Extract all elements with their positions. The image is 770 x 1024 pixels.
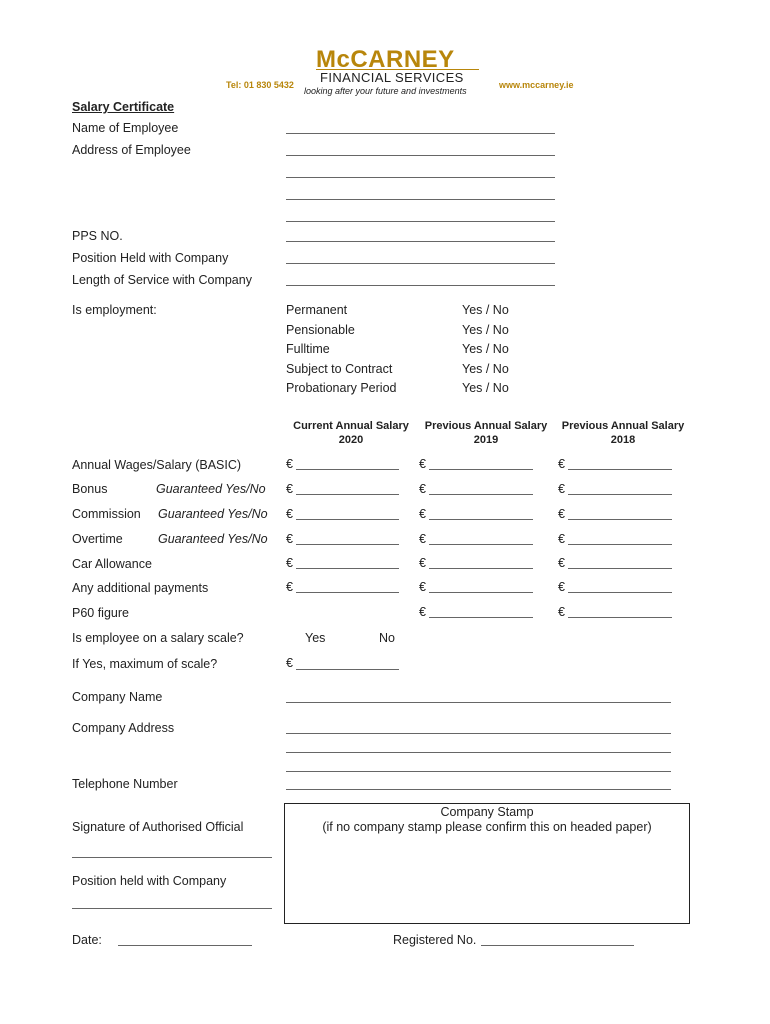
currency-symbol: € — [558, 532, 565, 546]
company-address-field-2[interactable] — [286, 752, 671, 753]
position-field[interactable] — [286, 263, 555, 264]
currency-symbol: € — [286, 532, 293, 546]
currency-symbol: € — [286, 556, 293, 570]
pps-field[interactable] — [286, 241, 555, 242]
overtime-field-2020[interactable] — [296, 544, 399, 545]
currency-symbol: € — [419, 532, 426, 546]
company-name-field[interactable] — [286, 702, 671, 703]
commission-field-2020[interactable] — [296, 519, 399, 520]
form-title: Salary Certificate — [72, 100, 175, 114]
additional-field-2018[interactable] — [568, 592, 672, 593]
address-label: Address of Employee — [72, 143, 191, 157]
column-header-title: Previous Annual Salary — [424, 420, 548, 432]
currency-symbol: € — [286, 507, 293, 521]
salary-field-2019[interactable] — [429, 469, 533, 470]
position-held-field[interactable] — [72, 908, 272, 909]
salary-field-2020[interactable] — [296, 469, 399, 470]
logo-subtitle: FINANCIAL SERVICES — [320, 70, 464, 85]
currency-symbol: € — [419, 556, 426, 570]
company-address-field-1[interactable] — [286, 733, 671, 734]
currency-symbol: € — [286, 656, 293, 670]
currency-symbol: € — [558, 580, 565, 594]
currency-symbol: € — [558, 507, 565, 521]
column-header-2020 — [284, 419, 418, 447]
bonus-field-2019[interactable] — [429, 494, 533, 495]
overtime-field-2019[interactable] — [429, 544, 533, 545]
employment-item-label: Permanent — [286, 303, 348, 317]
stamp-note: (if no company stamp please confirm this on headed paper) — [322, 820, 652, 834]
employment-item-label: Pensionable — [286, 323, 355, 337]
pps-label: PPS NO. — [72, 229, 123, 243]
guaranteed-note[interactable]: Guaranteed Yes/No — [158, 532, 268, 546]
p60-field-2018[interactable] — [568, 617, 672, 618]
company-address-field-3[interactable] — [286, 771, 671, 772]
car-allowance-field-2019[interactable] — [429, 568, 533, 569]
name-field[interactable] — [286, 133, 555, 134]
car-allowance-field-2020[interactable] — [296, 568, 399, 569]
guaranteed-note[interactable]: Guaranteed Yes/No — [156, 482, 266, 496]
column-header-2018 — [555, 419, 691, 447]
employment-item-answer[interactable]: Yes / No — [462, 342, 509, 356]
currency-symbol: € — [558, 482, 565, 496]
address-field-2[interactable] — [286, 177, 555, 178]
currency-symbol: € — [286, 457, 293, 471]
salary-row-label: Commission — [72, 507, 141, 521]
registered-label: Registered No. — [393, 933, 477, 947]
scale-yes-option[interactable]: Yes — [305, 631, 326, 645]
date-field[interactable] — [118, 945, 252, 946]
registered-field[interactable] — [481, 945, 634, 946]
salary-row-label: P60 figure — [72, 606, 129, 620]
scale-question: Is employee on a salary scale? — [72, 631, 244, 645]
salary-row-label: Bonus — [72, 482, 108, 496]
employment-item-answer[interactable]: Yes / No — [462, 381, 509, 395]
scale-no-option[interactable]: No — [379, 631, 395, 645]
currency-symbol: € — [419, 507, 426, 521]
salary-row-label: Annual Wages/Salary (BASIC) — [72, 458, 242, 472]
signature-field[interactable] — [72, 857, 272, 858]
employment-label: Is employment: — [72, 303, 157, 317]
max-scale-label: If Yes, maximum of scale? — [72, 657, 218, 671]
bonus-field-2020[interactable] — [296, 494, 399, 495]
header-website: www.mccarney.ie — [499, 80, 574, 90]
telephone-label: Telephone Number — [72, 777, 178, 791]
salary-row-label: Overtime — [72, 532, 123, 546]
currency-symbol: € — [419, 580, 426, 594]
salary-row-label: Car Allowance — [72, 557, 152, 571]
column-header-year: 2019 — [473, 434, 499, 446]
currency-symbol: € — [286, 482, 293, 496]
currency-symbol: € — [286, 580, 293, 594]
logo-tagline: looking after your future and investments — [304, 86, 467, 96]
p60-field-2019[interactable] — [429, 617, 533, 618]
employment-item-label: Fulltime — [286, 342, 330, 356]
currency-symbol: € — [419, 605, 426, 619]
column-header-2019 — [418, 419, 554, 447]
salary-field-2018[interactable] — [568, 469, 672, 470]
logo-name: McCARNEY — [316, 46, 455, 73]
length-label: Length of Service with Company — [72, 273, 252, 287]
commission-field-2018[interactable] — [568, 519, 672, 520]
car-allowance-field-2018[interactable] — [568, 568, 672, 569]
bonus-field-2018[interactable] — [568, 494, 672, 495]
employment-item-answer[interactable]: Yes / No — [462, 362, 509, 376]
employment-item-label: Subject to Contract — [286, 362, 393, 376]
additional-field-2019[interactable] — [429, 592, 533, 593]
address-field-3[interactable] — [286, 199, 555, 200]
currency-symbol: € — [558, 605, 565, 619]
employment-item-answer[interactable]: Yes / No — [462, 323, 509, 337]
company-address-label: Company Address — [72, 721, 175, 735]
column-header-year: 2020 — [338, 434, 364, 446]
length-field[interactable] — [286, 285, 555, 286]
commission-field-2019[interactable] — [429, 519, 533, 520]
guaranteed-note[interactable]: Guaranteed Yes/No — [158, 507, 268, 521]
currency-symbol: € — [558, 556, 565, 570]
stamp-title: Company Stamp — [440, 805, 534, 819]
telephone-field[interactable] — [286, 789, 671, 790]
salary-row-label: Any additional payments — [72, 581, 209, 595]
additional-field-2020[interactable] — [296, 592, 399, 593]
currency-symbol: € — [419, 482, 426, 496]
employment-item-label: Probationary Period — [286, 381, 397, 395]
max-scale-field[interactable] — [296, 669, 399, 670]
position-label: Position Held with Company — [72, 251, 229, 265]
overtime-field-2018[interactable] — [568, 544, 672, 545]
column-header-title: Previous Annual Salary — [561, 420, 685, 432]
currency-symbol: € — [419, 457, 426, 471]
header-phone: Tel: 01 830 5432 — [226, 80, 294, 90]
position-held-label: Position held with Company — [72, 874, 227, 888]
name-label: Name of Employee — [72, 121, 179, 135]
employment-item-answer[interactable]: Yes / No — [462, 303, 509, 317]
date-label: Date: — [72, 933, 102, 947]
column-header-year: 2018 — [610, 434, 636, 446]
currency-symbol: € — [558, 457, 565, 471]
company-name-label: Company Name — [72, 690, 163, 704]
signature-label: Signature of Authorised Official — [72, 820, 244, 834]
column-header-title: Current Annual Salary — [293, 420, 409, 432]
address-field-1[interactable] — [286, 155, 555, 156]
address-field-4[interactable] — [286, 221, 555, 222]
